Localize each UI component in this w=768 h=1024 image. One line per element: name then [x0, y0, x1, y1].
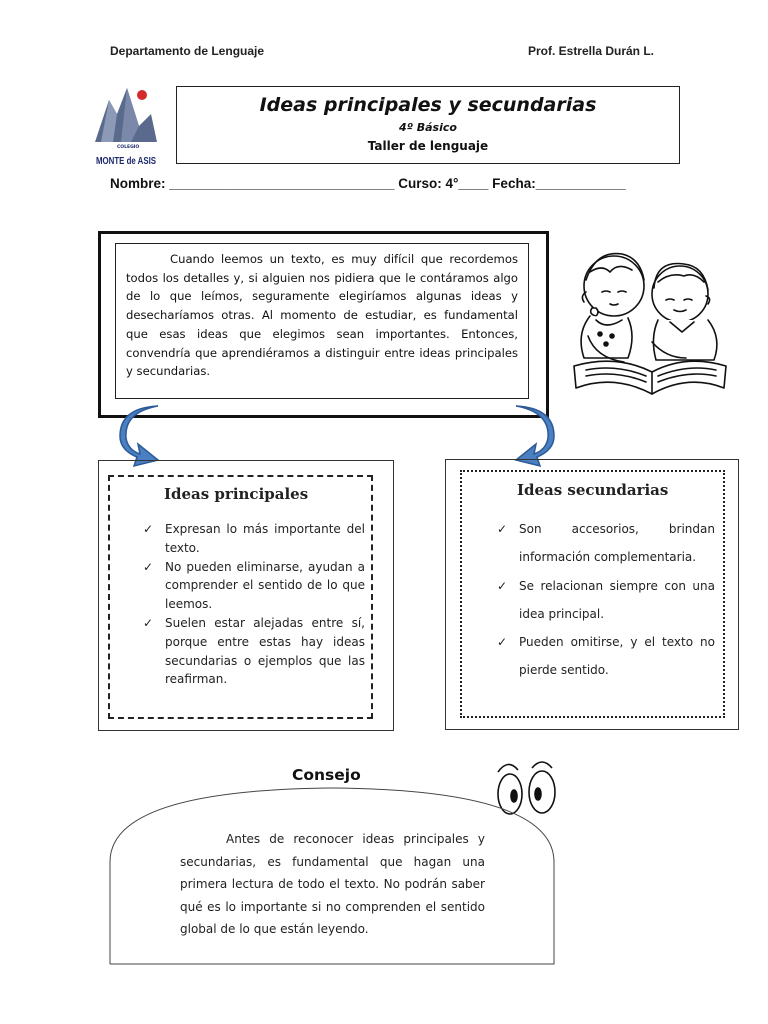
- principales-title: Ideas principales: [164, 485, 309, 503]
- student-info-line: Nombre: ______________________________ Curso: 4°____ Fecha:____________: [110, 176, 626, 191]
- check-icon: ✓: [497, 578, 508, 593]
- check-icon: ✓: [497, 635, 508, 650]
- page-title: Ideas principales y secundarias: [259, 94, 597, 116]
- secundarias-title: Ideas secundarias: [517, 481, 669, 499]
- list-item: ✓ Se relacionan siempre con una idea principal.: [497, 572, 715, 629]
- check-icon: ✓: [143, 559, 154, 574]
- list-item: ✓ Expresan lo más importante del texto.: [143, 522, 365, 555]
- principales-list: [143, 520, 365, 689]
- check-icon: ✓: [497, 522, 508, 536]
- check-icon: ✓: [143, 615, 154, 630]
- department-label: Departamento de Lenguaje: [110, 44, 265, 58]
- consejo-text: Antes de reconocer ideas principales y secundarias, es fundamental que hagan una primera lectura de todo el texto. No podrán saber qué es lo importante si no comprenden el sentido global de lo que están leyendo.: [180, 832, 485, 937]
- intro-text: Cuando leemos un texto, es muy difícil que recordemos todos los detalles y, si alguien nos pidiera que le contáramos algo de lo que leímos, seguramente elegiríamos algunas ideas y desecharíamos otras. Al momento de estudiar, es fundamental que esas ideas que elegimos sean importantes. Entonces, convendría que aprendiéramos a distinguir entre ideas principales y secundarias.: [115, 243, 529, 399]
- school-logo: [95, 84, 157, 172]
- teacher-label: Prof. Estrella Durán L.: [527, 44, 654, 58]
- list-item: ✓ Pueden omitirse, y el texto no pierde sentido.: [497, 628, 715, 685]
- logo-name: MONTE de ASIS: [96, 155, 156, 167]
- title-box: [176, 86, 680, 164]
- secundarias-list: [497, 515, 715, 685]
- list-item: ✓ Son accesorios, brindan información complementaria.: [497, 515, 715, 572]
- list-item: ✓ No pueden eliminarse, ayudan a comprender el sentido de lo que leemos.: [143, 559, 365, 612]
- logo-small-text: COLEGIO: [117, 145, 140, 150]
- grade-label: 4º Básico: [399, 121, 457, 134]
- children-reading-illustration: [566, 242, 732, 400]
- curved-arrow-icon: [496, 404, 556, 466]
- list-item: ✓ Suelen estar alejadas entre sí, porque entre estas hay ideas secundarias o ejemplos que las reafirman.: [143, 615, 365, 687]
- consejo-title: Consejo: [292, 766, 361, 784]
- subtitle-label: Taller de lenguaje: [367, 139, 489, 153]
- curved-arrow-icon: [118, 404, 178, 466]
- check-icon: ✓: [143, 522, 154, 536]
